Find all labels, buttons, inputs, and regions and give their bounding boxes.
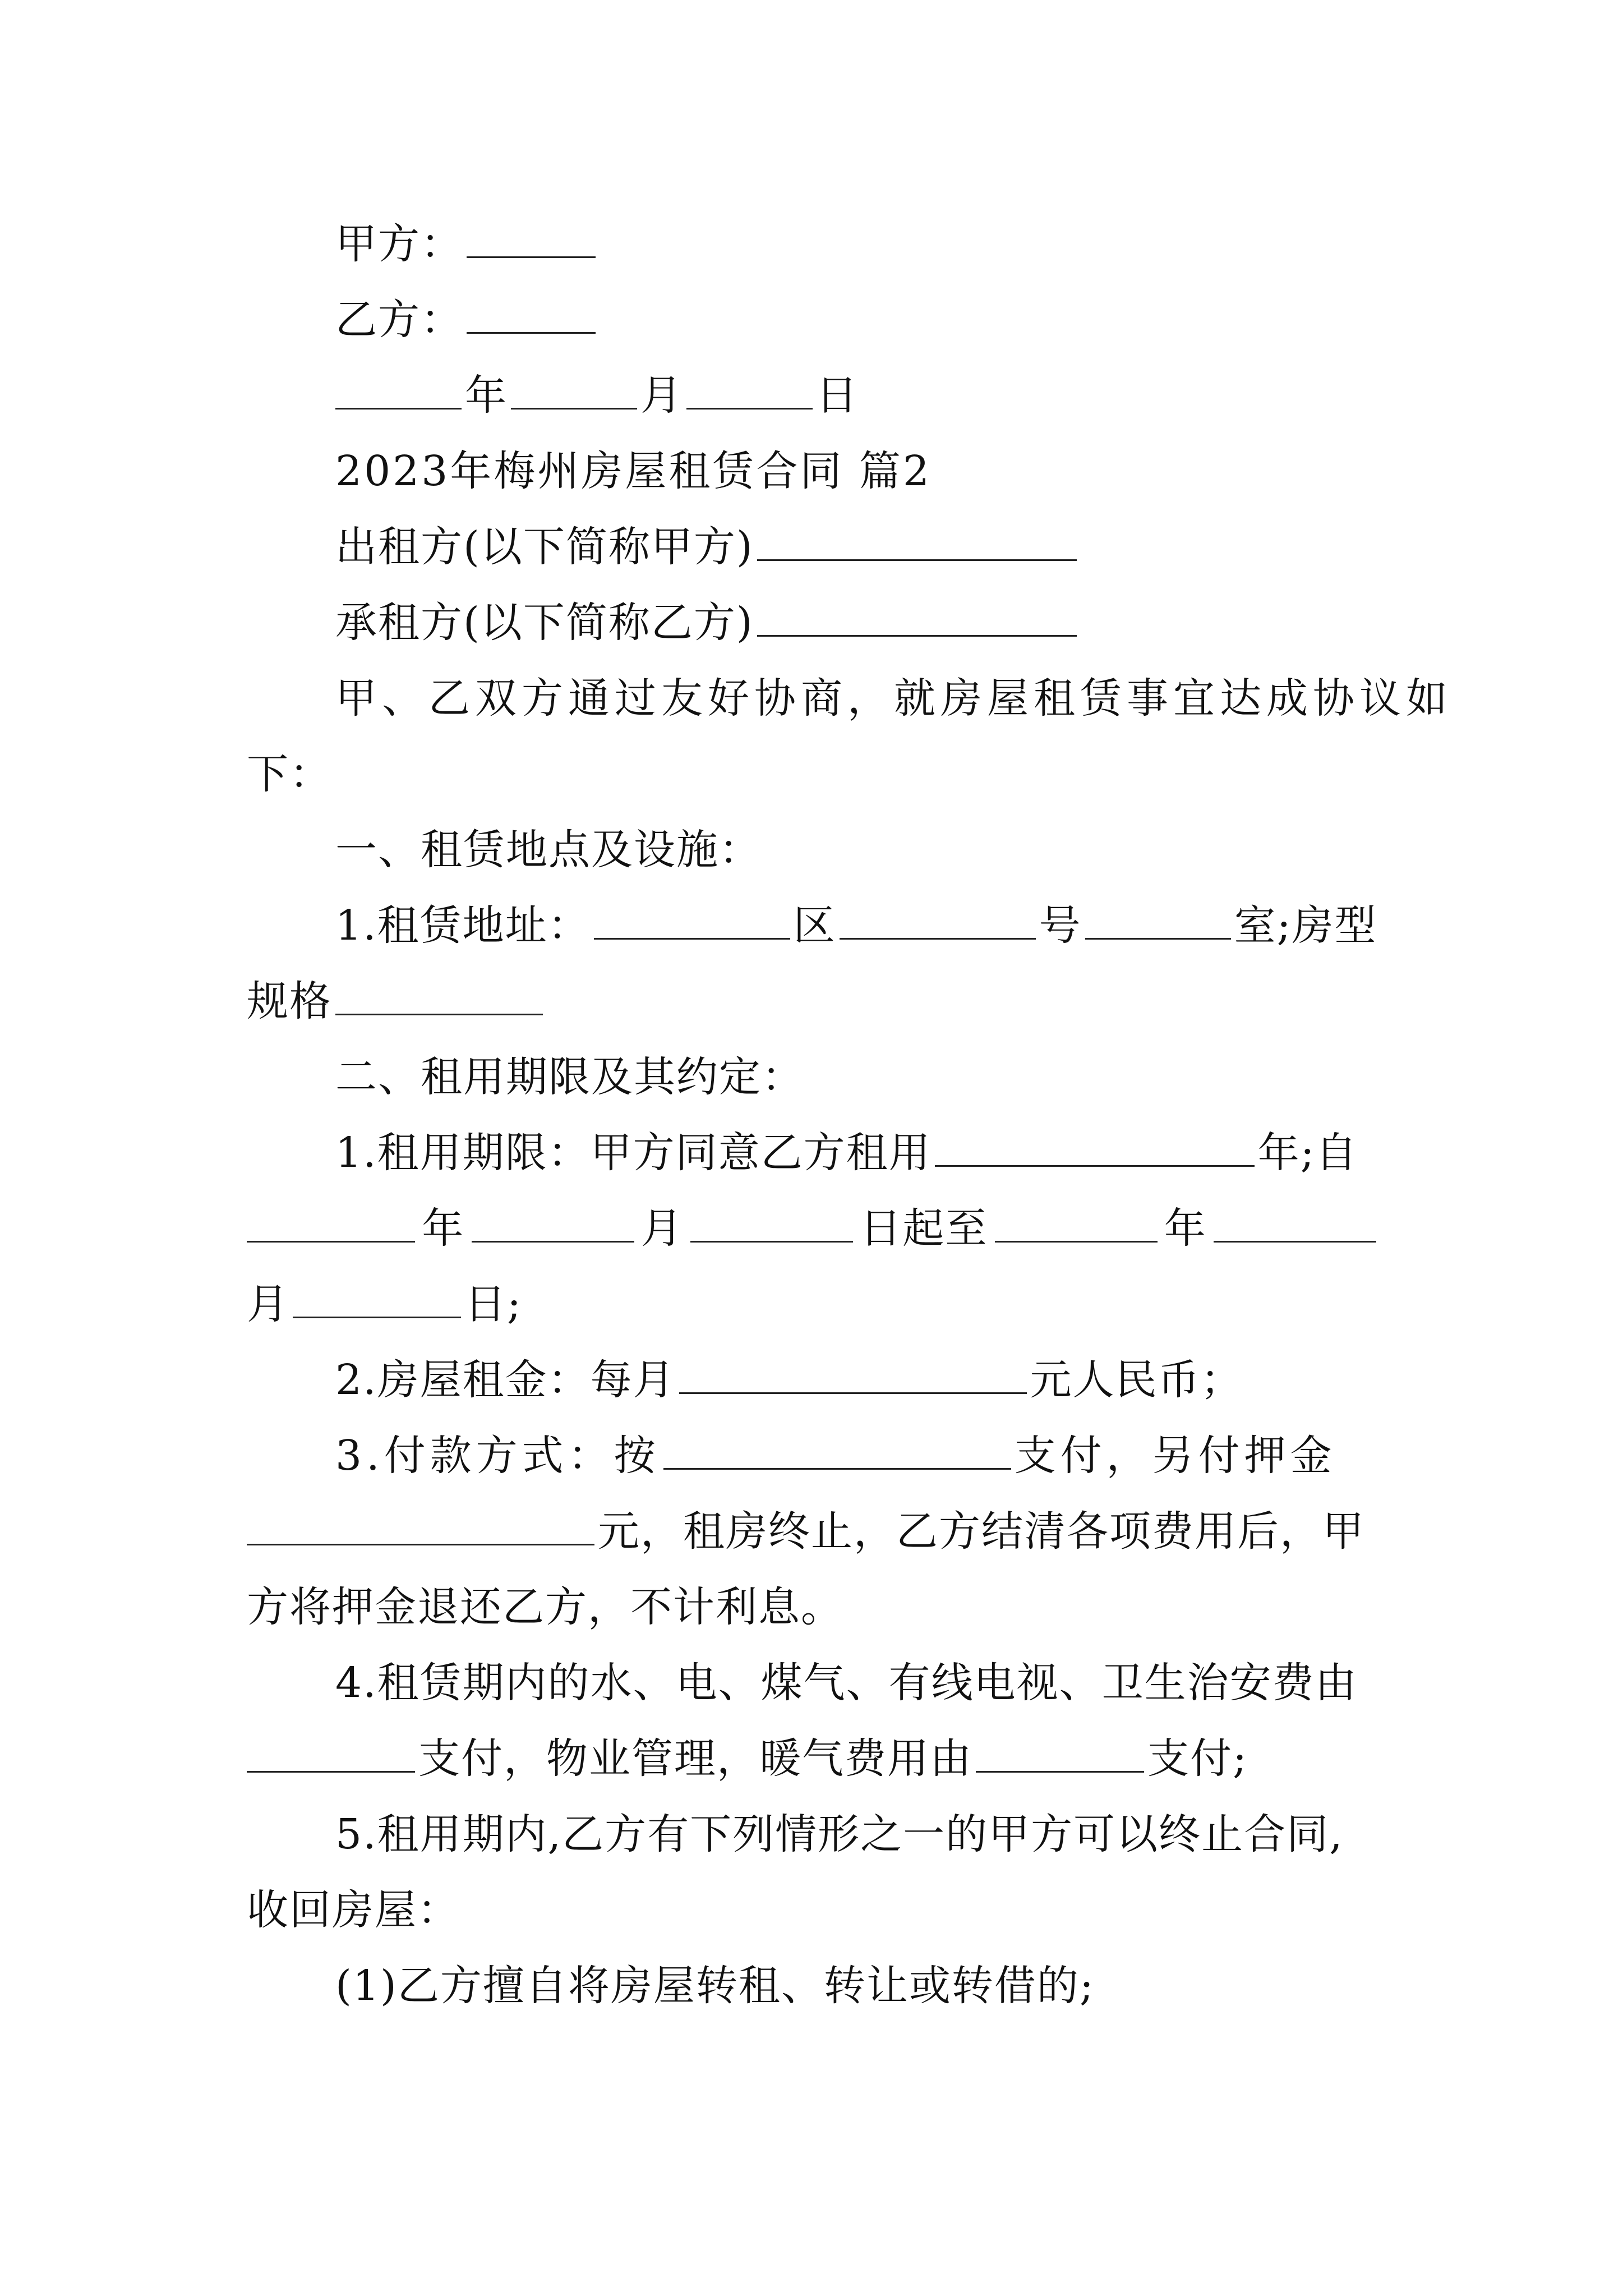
utilities-payer-blank: [247, 1732, 415, 1773]
section-2-item-1-line-3: [247, 1276, 1376, 1332]
section-2-item-4-line-2: [247, 1731, 1376, 1787]
lessor-blank: [757, 520, 1077, 561]
start-year-blank: [247, 1202, 415, 1243]
payment-method-blank: [663, 1429, 1011, 1470]
spec-blank: [335, 974, 543, 1015]
property-fee-payer-blank: [976, 1732, 1144, 1773]
deposit-label: 支付，另付押金: [1014, 1432, 1336, 1480]
lessee-label: 承租方(以下简称乙方): [335, 599, 754, 647]
district-label: 区: [793, 901, 836, 950]
section-2-item-1-line-2: [247, 1200, 1376, 1257]
year-label: 年: [465, 371, 508, 420]
section-2-item-5-line-1: 5.租用期内,乙方有下列情形之一的甲方可以终止合同,: [335, 1810, 1344, 1858]
day-blank: [686, 369, 813, 409]
party-a-label: 甲方：: [335, 220, 463, 268]
end-day-label: 日;: [464, 1280, 522, 1328]
party-b-label: 乙方：: [335, 296, 463, 344]
section-2-item-2: [247, 1352, 1376, 1408]
date-line: [247, 367, 1376, 424]
term-label: 1.租用期限：甲方同意乙方租用: [335, 1129, 932, 1177]
lessor-line: [247, 519, 1376, 575]
end-month-blank: [1214, 1202, 1376, 1243]
section-title: 2023年梅州房屋租赁合同 篇2: [335, 447, 932, 495]
start-month-blank: [472, 1202, 634, 1243]
section-2-item-3-line-1: [247, 1428, 1376, 1484]
party-b-line: [247, 292, 1376, 348]
section-2-item-5-line-2: 收回房屋：: [247, 1886, 460, 1934]
rent-blank: [679, 1353, 1027, 1394]
clause-1: (1)乙方擅自将房屋转租、转让或转借的;: [335, 1962, 1095, 2010]
utilities-text: 支付，物业管理，暖气费用由: [418, 1734, 972, 1783]
day-label: 日: [816, 371, 859, 420]
deposit-blank: [247, 1504, 594, 1545]
start-day-label: 日起至: [860, 1204, 988, 1253]
start-year-label: 年: [422, 1204, 465, 1253]
rent-unit-label: 元人民币；: [1030, 1356, 1243, 1404]
term-years-blank: [935, 1126, 1255, 1167]
lessee-line: [247, 595, 1376, 651]
party-a-line: [247, 216, 1376, 272]
end-day-blank: [293, 1277, 461, 1318]
intro-line-2: 下：: [247, 750, 332, 798]
end-year-label: 年: [1164, 1204, 1207, 1253]
section-2-item-1-line-1: [247, 1125, 1376, 1181]
room-label: 室;房型: [1234, 901, 1377, 950]
payment-label: 3.付款方式：按: [335, 1432, 660, 1480]
term-years-label: 年;自: [1257, 1129, 1358, 1177]
section-2-item-3-line-2: [247, 1503, 1376, 1559]
rent-label: 2.房屋租金：每月: [335, 1356, 676, 1404]
month-blank: [511, 369, 637, 409]
district-blank: [594, 899, 790, 940]
section-2-heading: 二、租用期限及其约定：: [335, 1053, 804, 1101]
property-fee-text: 支付;: [1147, 1734, 1248, 1783]
intro-line-1: 甲、乙双方通过友好协商，就房屋租赁事宜达成协议如: [335, 674, 1453, 723]
party-b-blank: [467, 293, 596, 334]
section-1-item-1-line-1: [247, 898, 1376, 954]
room-blank: [1085, 899, 1231, 940]
year-blank: [335, 369, 462, 409]
end-year-blank: [995, 1202, 1158, 1243]
section-2-item-3-line-3: 方将押金退还乙方，不计利息。: [247, 1583, 843, 1631]
deposit-terms-text: 元，租房终止，乙方结清各项费用后，甲: [598, 1507, 1365, 1556]
section-1-item-1-line-2: [247, 973, 1376, 1029]
address-label: 1.租赁地址：: [335, 901, 591, 950]
party-a-blank: [467, 217, 596, 258]
start-day-blank: [690, 1202, 853, 1243]
start-month-label: 月: [640, 1204, 684, 1253]
month-label: 月: [640, 371, 683, 420]
section-2-item-4-line-1: 4.租赁期内的水、电、煤气、有线电视、卫生治安费由: [335, 1659, 1358, 1707]
number-label: 号: [1039, 901, 1082, 950]
number-blank: [840, 899, 1036, 940]
lessor-label: 出租方(以下简称甲方): [335, 523, 754, 571]
end-month-label: 月: [247, 1280, 289, 1328]
lessee-blank: [757, 596, 1077, 637]
section-1-heading: 一、租赁地点及设施：: [335, 826, 762, 874]
spec-label: 规格: [247, 977, 332, 1025]
